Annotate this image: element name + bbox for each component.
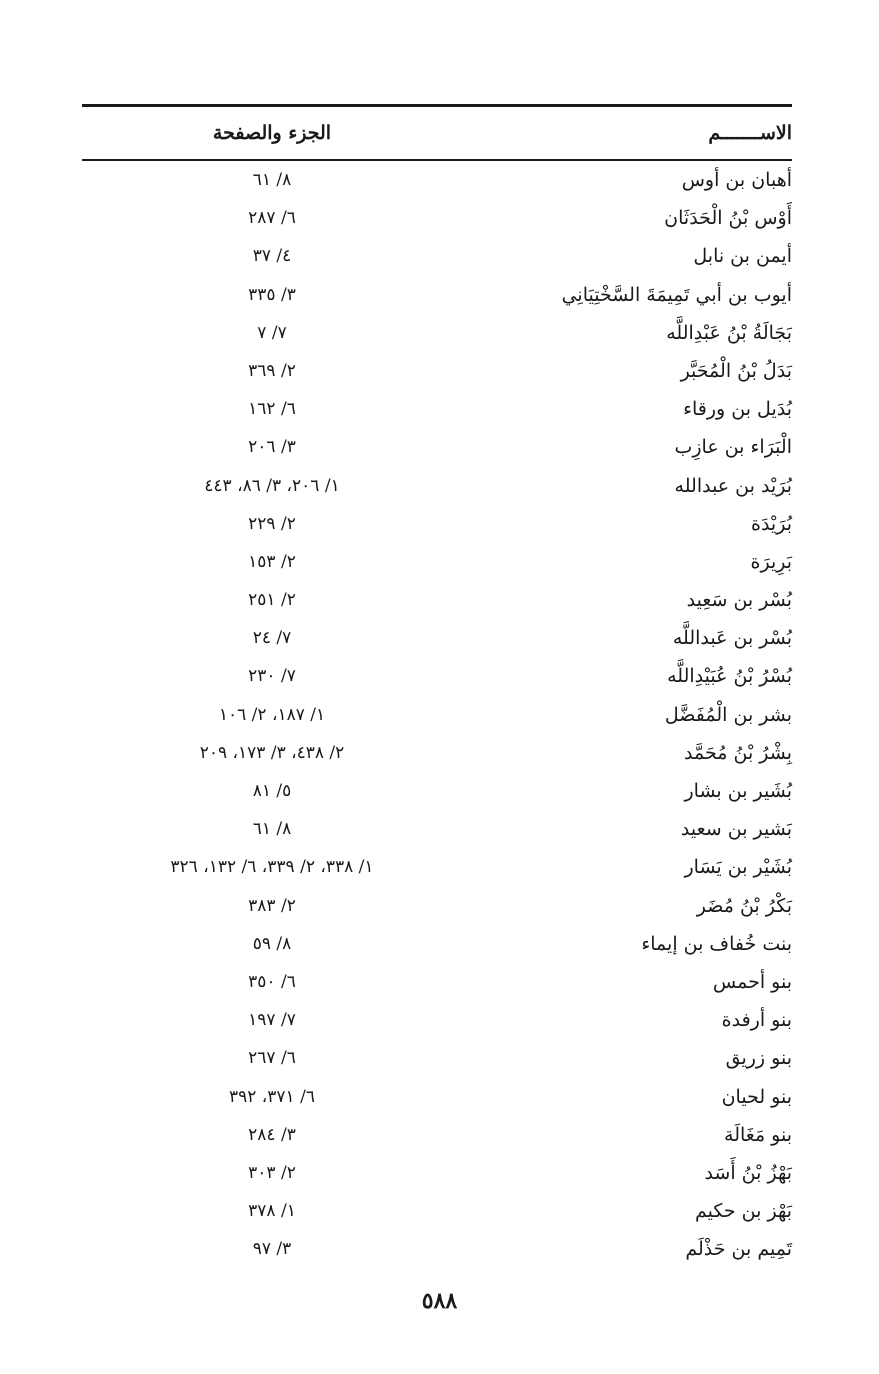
entry-reference: ٧/ ٧	[257, 322, 287, 343]
table-row	[82, 505, 792, 543]
table-row	[82, 352, 792, 390]
entry-reference: ٣/ ٩٧	[252, 1239, 292, 1260]
entry-name: بَكْرُ بْنُ مُضَر	[696, 894, 792, 917]
entry-reference: ١/ ١٨٧، ٢/ ١٠٦	[218, 704, 326, 725]
entry-reference: ١/ ٣٣٨، ٢/ ٣٣٩، ٦/ ١٣٢، ٣٢٦	[170, 857, 374, 878]
table-row	[82, 772, 792, 810]
entry-name: بَهْزُ بْنُ أَسَد	[704, 1161, 792, 1184]
table-row	[82, 390, 792, 428]
entry-name: بَجَالَةُ بْنُ عَبْدِاللَّه	[666, 321, 792, 344]
entry-reference: ٢/ ٣٨٣	[248, 895, 296, 916]
entry-name: بِشْرُ بْنُ مُحَمَّد	[684, 741, 792, 764]
entry-reference: ٧/ ٢٤	[252, 628, 292, 649]
entry-name: بُدَيل بن ورقاء	[683, 398, 792, 421]
name-column-header: الاســـــــم	[708, 122, 792, 144]
entry-name: بُرَيْدَة	[751, 512, 792, 535]
table-row	[82, 1230, 792, 1268]
entry-name: أيمن بن نابل	[693, 245, 792, 268]
entry-name: بنو مَغَالَة	[724, 1123, 792, 1146]
table-row	[82, 848, 792, 886]
entry-name: بُسْر بن سَعِيد	[686, 589, 792, 612]
entry-name: بُسْرُ بْنُ عُبَيْدِاللَّه	[667, 665, 792, 688]
entry-name: بَشير بن سعيد	[680, 818, 792, 841]
entry-name: بنو لحيان	[721, 1085, 792, 1108]
table-header	[82, 107, 792, 159]
entry-reference: ٣/ ٢٨٤	[248, 1124, 296, 1145]
entry-reference: ٢/ ٢٥١	[248, 590, 296, 611]
page-number: ٥٨٨	[421, 1288, 458, 1314]
table-row	[82, 657, 792, 695]
table-row	[82, 696, 792, 734]
entry-reference: ٣/ ٢٠٦	[248, 437, 296, 458]
table-row	[82, 581, 792, 619]
entry-reference: ٣/ ٣٣٥	[248, 284, 296, 305]
table-row	[82, 276, 792, 314]
table-row	[82, 887, 792, 925]
entry-reference: ٨/ ٦١	[252, 170, 292, 190]
entry-reference: ٨/ ٦١	[252, 819, 292, 840]
entry-name: بَدَلُ بْنُ الْمُحَبَّر	[680, 359, 792, 382]
table-row	[82, 467, 792, 505]
entry-reference: ٧/ ١٩٧	[248, 1010, 296, 1031]
entry-name: بنت خُفاف بن إيماء	[641, 932, 792, 955]
entry-name: بنو زريق	[725, 1047, 792, 1070]
entry-name: بَرِيرَة	[750, 550, 792, 573]
table-row	[82, 1039, 792, 1077]
entry-reference: ٢/ ٢٢٩	[248, 513, 296, 534]
table-row	[82, 1078, 792, 1116]
table-row	[82, 1001, 792, 1039]
table-row	[82, 428, 792, 466]
entry-name: بنو أرفدة	[721, 1009, 792, 1032]
entry-name: بشر بن الْمُفَضَّل	[664, 703, 792, 726]
entry-name: أَوْس بْنُ الْحَدَثَان	[664, 207, 792, 230]
entry-name: تَمِيم بن حَذْلَم	[685, 1238, 792, 1261]
entry-name: بَهْز بن حكيم	[695, 1200, 792, 1223]
entry-reference: ٢/ ١٥٣	[248, 551, 296, 572]
table-row	[82, 734, 792, 772]
entry-reference: ٦/ ٢٦٧	[248, 1048, 296, 1069]
entry-name: أهبان بن أوس	[681, 169, 792, 191]
entry-reference: ٢/ ٣٦٩	[248, 360, 296, 381]
entry-reference: ٤/ ٣٧	[252, 246, 292, 267]
entry-reference: ٦/ ١٦٢	[248, 399, 296, 420]
entry-reference: ٦/ ٢٨٧	[248, 208, 296, 229]
volume-page-column-header: الجزء والصفحة	[212, 122, 332, 144]
entry-reference: ١/ ٢٠٦، ٣/ ٨٦، ٤٤٣	[204, 475, 340, 496]
table-body	[82, 161, 792, 1268]
table-row	[82, 237, 792, 275]
table-row	[82, 619, 792, 657]
table-row	[82, 199, 792, 237]
table-row	[82, 963, 792, 1001]
entry-reference: ٨/ ٥٩	[252, 933, 292, 954]
entry-name: الْبَرَاء بن عازِب	[674, 436, 792, 459]
table-row	[82, 925, 792, 963]
table-row	[82, 314, 792, 352]
entry-name: بنو أحمس	[712, 970, 792, 993]
table-row	[82, 810, 792, 848]
table-row	[82, 1192, 792, 1230]
index-table	[82, 104, 792, 1268]
table-row	[82, 543, 792, 581]
table-row	[82, 1116, 792, 1154]
entry-reference: ١/ ٣٧٨	[248, 1201, 296, 1222]
entry-reference: ٥/ ٨١	[252, 781, 292, 801]
entry-reference: ٦/ ٣٥٠	[248, 971, 296, 992]
entry-name: أيوب بن أبي تَمِيمَةَ السَّخْتِيَانِي	[561, 283, 792, 306]
entry-name: بُشَيْر بن يَسَار	[684, 856, 792, 879]
entry-name: بُرَيْد بن عبدالله	[674, 474, 792, 497]
table-row	[82, 1154, 792, 1192]
entry-reference: ٧/ ٢٣٠	[248, 666, 296, 687]
entry-reference: ٢/ ٤٣٨، ٣/ ١٧٣، ٢٠٩	[199, 742, 345, 763]
entry-reference: ٢/ ٣٠٣	[248, 1162, 296, 1183]
entry-name: بُشَير بن بشار	[684, 780, 792, 802]
entry-reference: ٦/ ٣٧١، ٣٩٢	[229, 1086, 315, 1107]
table-row	[82, 161, 792, 199]
entry-name: بُسْر بن عَبداللَّه	[672, 627, 792, 650]
